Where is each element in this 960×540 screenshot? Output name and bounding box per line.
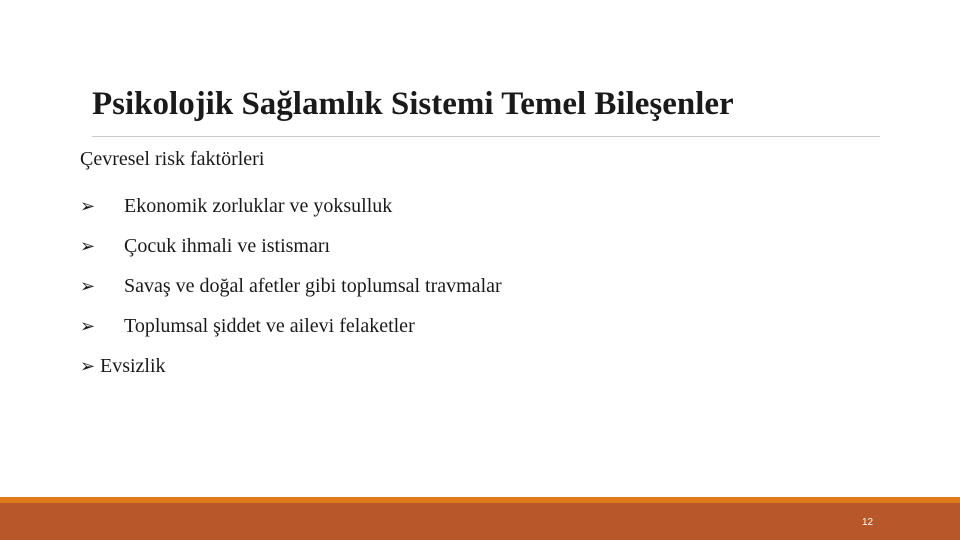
bullet-list [80,186,502,386]
list-item-text: Ekonomik zorluklar ve yoksulluk [124,194,393,217]
arrow-bullet-icon: ➢ [80,275,96,297]
page-number: 12 [862,517,874,528]
list-item [80,346,502,386]
arrow-bullet-icon: ➢ [80,315,96,337]
subheading: Çevresel risk faktörleri [80,148,265,170]
list-item-text: Çocuk ihmali ve istismarı [124,234,331,257]
slide-title: Psikolojik Sağlamlık Sistemi Temel Bileşenler [92,86,734,122]
list-item [80,186,502,226]
list-item-text: Evsizlik [100,354,166,377]
title-divider [92,136,880,137]
arrow-bullet-icon: ➢ [80,195,96,217]
list-item [80,226,502,266]
arrow-bullet-icon: ➢ [80,355,96,377]
footer-band [0,503,960,540]
list-item [80,306,502,346]
list-item-text: Savaş ve doğal afetler gibi toplumsal travmalar [124,274,502,297]
list-item-text: Toplumsal şiddet ve ailevi felaketler [124,314,415,337]
list-item [80,266,502,306]
arrow-bullet-icon: ➢ [80,235,96,257]
